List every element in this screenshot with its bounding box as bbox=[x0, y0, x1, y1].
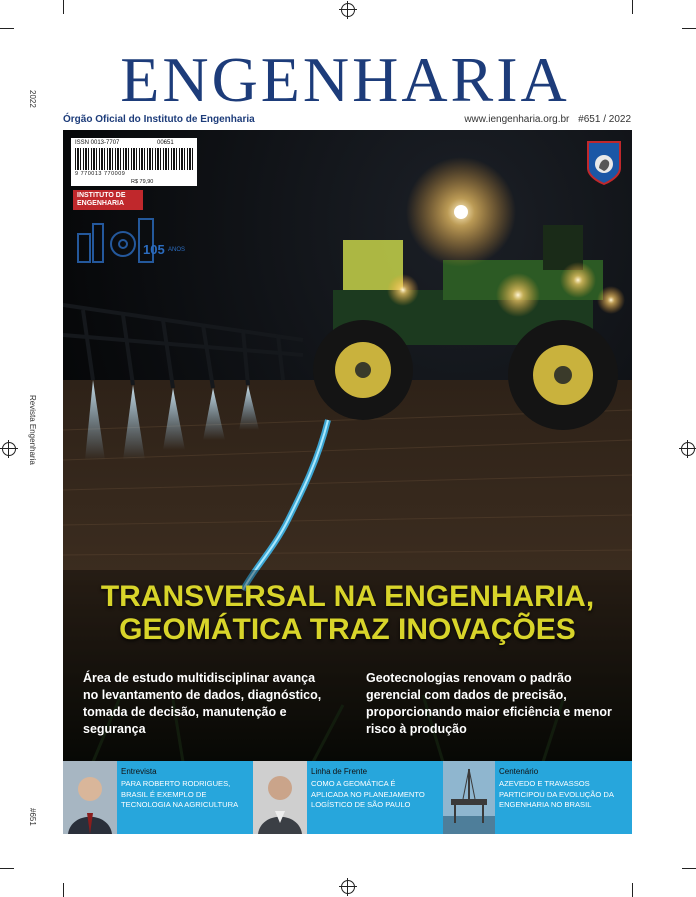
crop-mark bbox=[0, 868, 14, 869]
footer-item-linha-de-frente[interactable] bbox=[253, 761, 443, 834]
website-and-issue bbox=[464, 114, 631, 125]
crop-mark bbox=[63, 0, 64, 14]
barcode-box bbox=[71, 138, 197, 186]
roberto-rodrigues-photo bbox=[63, 761, 117, 834]
crop-mark bbox=[682, 28, 696, 29]
crop-mark bbox=[0, 28, 14, 29]
registration-mark-right bbox=[681, 442, 695, 456]
cover-photo bbox=[63, 130, 632, 762]
crop-mark bbox=[632, 883, 633, 897]
magazine-title: ENGENHARIA bbox=[120, 44, 570, 115]
anniversary-number: 105 bbox=[143, 242, 165, 257]
institute-crest-icon bbox=[586, 140, 622, 186]
cover-price: R$ 79,90 bbox=[131, 179, 154, 185]
issue-number: #651 / 2022 bbox=[578, 114, 631, 125]
registration-mark-top bbox=[341, 3, 355, 17]
spine-year: 2022 bbox=[28, 90, 37, 108]
cover-headline bbox=[63, 580, 632, 646]
footer-section-label: Centenário bbox=[499, 767, 539, 776]
oil-platform-icon bbox=[443, 761, 495, 834]
issn-number: ISSN 0013-7707 bbox=[75, 140, 120, 146]
portrait-icon bbox=[63, 761, 117, 834]
footer-strip bbox=[63, 761, 632, 834]
anniversary-label: ANOS bbox=[168, 247, 186, 253]
headline-line2: GEOMÁTICA TRAZ INOVAÇÕES bbox=[119, 613, 576, 646]
instituto-logo bbox=[73, 190, 143, 210]
footer-story-text: AZEVEDO E TRAVASSOS PARTICIPOU DA EVOLUÇÃO DA ENGENHARIA NO BRASIL bbox=[499, 779, 614, 809]
spine-issue: #651 bbox=[28, 808, 37, 826]
website-link[interactable]: www.iengenharia.org.br bbox=[464, 114, 570, 125]
footer-section-label: Linha de Frente bbox=[311, 767, 368, 776]
linha-de-frente-photo bbox=[253, 761, 307, 834]
teaser-right: Geotecnologias renovam o padrão gerencial com dados de precisão, proporcionando maior eficiência e menor risco à produção bbox=[366, 671, 612, 736]
barcode-icon bbox=[75, 148, 193, 170]
footer-item-entrevista[interactable] bbox=[63, 761, 253, 834]
crop-mark bbox=[63, 883, 64, 897]
footer-item-centenario[interactable] bbox=[443, 761, 632, 834]
tagline: Órgão Oficial do Instituto de Engenharia bbox=[63, 114, 255, 125]
spine-magazine-name: Revista Engenharia bbox=[28, 395, 37, 465]
crop-mark bbox=[682, 868, 696, 869]
footer-story-text: PARA ROBERTO RODRIGUES, BRASIL É EXEMPLO DE TECNOLOGIA NA AGRICULTURA bbox=[121, 779, 239, 809]
issue-code: 00651 bbox=[157, 140, 174, 146]
offshore-platform-photo bbox=[443, 761, 495, 834]
logo-name-line1: INSTITUTO DE bbox=[77, 192, 126, 199]
crop-mark bbox=[632, 0, 633, 14]
logo-name-line2: ENGENHARIA bbox=[77, 200, 125, 207]
headline-line1: TRANSVERSAL NA ENGENHARIA, bbox=[100, 580, 595, 613]
registration-mark-bottom bbox=[341, 880, 355, 894]
footer-section-label: Entrevista bbox=[121, 767, 157, 776]
teaser-left: Área de estudo multidisciplinar avança no levantamento de dados, diagnóstico, tomada de decisão, manutenção e segurança bbox=[83, 671, 322, 736]
footer-story-text: COMO A GEOMÁTICA É APLICADA NO PLANEJAMENTO LOGÍSTICO DE SÃO PAULO bbox=[311, 779, 425, 809]
registration-mark-left bbox=[2, 442, 16, 456]
barcode-number: 9 770013 770009 bbox=[75, 171, 126, 177]
portrait-icon bbox=[253, 761, 307, 834]
anniversary-emblem bbox=[73, 214, 193, 264]
